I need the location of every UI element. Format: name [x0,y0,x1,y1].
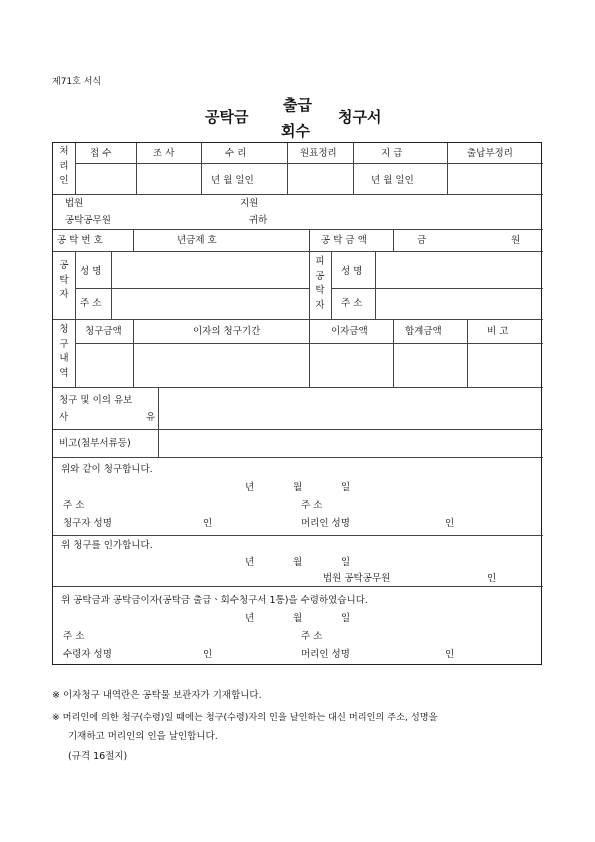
approval-officer: 법원 공탁공무원 [323,573,391,584]
title-deposit: 공탁금 [205,108,249,126]
receipt-month: 월 [293,613,303,624]
depositee-label: 피공탁자 [315,256,325,312]
request-statement: 위와 같이 청구합니다. [61,464,153,475]
rule [331,251,332,319]
col-investigation: 조 사 [153,148,175,159]
form-number: 제71호 서식 [52,77,102,87]
deposit-number-label: 공 탁 번 호 [57,235,103,246]
col-cashbook: 출납부정리 [467,148,513,159]
rule [158,387,159,457]
deposit-number-value: 년금제 호 [177,235,217,246]
reason-label-line1: 청구 및 이의 유보 [59,395,133,406]
officer-label: 공탁공무원 [65,215,111,226]
request-agent-seal: 인 [445,518,455,529]
processing-row-label: 처리인 [59,146,69,187]
receiver-name-label: 수령자 성명 [63,649,112,660]
rule [133,229,134,251]
reason-label-yu: 유 [146,412,156,423]
claimant-name-label: 청구자 성명 [63,518,112,529]
claim-col-amount: 청구금액 [85,326,122,337]
note-agent-line1: ※ 머리인에 의한 청구(수령)일 때에는 청구(수령)자의 인을 날인하는 대신 머리인의 주소, 성명을 [52,712,438,723]
deposit-amount-suffix: 원 [511,235,521,246]
approval-day: 일 [341,557,351,568]
deposit-amount-label: 공 탁 금 액 [321,235,367,246]
receipt-address-right: 주 소 [301,631,323,642]
processing-date-2: 년 월 일인 [371,175,414,186]
rule [53,194,543,195]
receiver-seal: 인 [203,649,213,660]
claim-col-interest-amount: 이자금액 [331,326,368,337]
request-year: 년 [245,482,255,493]
depositor-label: 공탁자 [59,260,69,301]
deposit-amount-prefix: 금 [417,235,427,246]
claimant-seal: 인 [203,518,213,529]
rule [393,229,394,251]
rule [467,319,468,387]
receipt-agent-seal: 인 [445,649,455,660]
claim-form-table [52,142,542,665]
depositee-address-label: 주 소 [341,298,363,309]
rule [75,143,76,194]
title-claim-form: 청구서 [338,108,382,126]
reason-label-sa: 사 [59,412,69,423]
rule [309,319,310,387]
rule [75,251,76,319]
rule [309,229,310,251]
rule [53,387,543,388]
rule [353,143,354,194]
claim-col-total: 합계금액 [405,326,442,337]
col-receipt: 접 수 [90,148,112,159]
receipt-year: 년 [245,613,255,624]
approval-seal: 인 [487,573,497,584]
depositee-name-label: 성 명 [341,266,363,277]
receipt-address-left: 주 소 [63,631,85,642]
note-interest: ※ 이자청구 내역란은 공탁물 보관자가 기재합니다. [52,690,262,701]
rule [287,143,288,194]
branch-label: 지원 [240,198,259,209]
rule [75,319,76,387]
request-day: 일 [341,482,351,493]
rule [136,143,137,194]
rule [53,229,543,230]
rule [53,319,543,320]
title-recovery: 회수 [281,122,310,140]
claim-col-interest-period: 이자의 청구기간 [193,326,261,337]
note-agent-line2: 기재하고 머리인의 인을 날인합니다. [68,731,218,742]
request-agent-name-label: 머리인 성명 [301,518,350,529]
col-payment: 지 급 [381,148,403,159]
honorific: 귀하 [249,215,268,226]
claim-col-remarks: 비 고 [487,326,509,337]
rule [447,143,448,194]
processing-date-1: 년 월 일인 [211,175,254,186]
approval-month: 월 [293,557,303,568]
rule [75,163,543,164]
approval-statement: 위 청구를 인가합니다. [61,540,153,551]
rule [331,288,543,289]
receipt-day: 일 [341,613,351,624]
rule [309,251,310,319]
rule [53,457,543,458]
remarks-label: 비고(첨부서류등) [59,438,131,449]
request-month: 월 [293,482,303,493]
col-ledger: 원표정리 [300,148,337,159]
receipt-statement: 위 공탁금과 공탁금이자(공탁금 출급ㆍ회수청구서 1통)을 수령하였습니다. [61,595,368,606]
rule [201,143,202,194]
rule [53,586,543,587]
col-acceptance: 수 리 [225,148,247,159]
paper-spec: (규격 16절지) [68,751,128,762]
receipt-agent-name-label: 머리인 성명 [301,649,350,660]
rule [393,319,394,387]
rule [53,429,543,430]
claim-details-label: 청구내역 [59,324,69,380]
title-withdrawal: 출급 [283,96,312,114]
rule [111,251,112,319]
court-label: 법원 [65,198,84,209]
rule [53,535,543,536]
depositor-address-label: 주 소 [80,298,102,309]
rule [375,251,376,319]
approval-year: 년 [245,557,255,568]
request-address-left: 주 소 [63,500,85,511]
rule [53,251,543,252]
request-address-right: 주 소 [301,500,323,511]
rule [133,319,134,387]
depositor-name-label: 성 명 [80,266,102,277]
